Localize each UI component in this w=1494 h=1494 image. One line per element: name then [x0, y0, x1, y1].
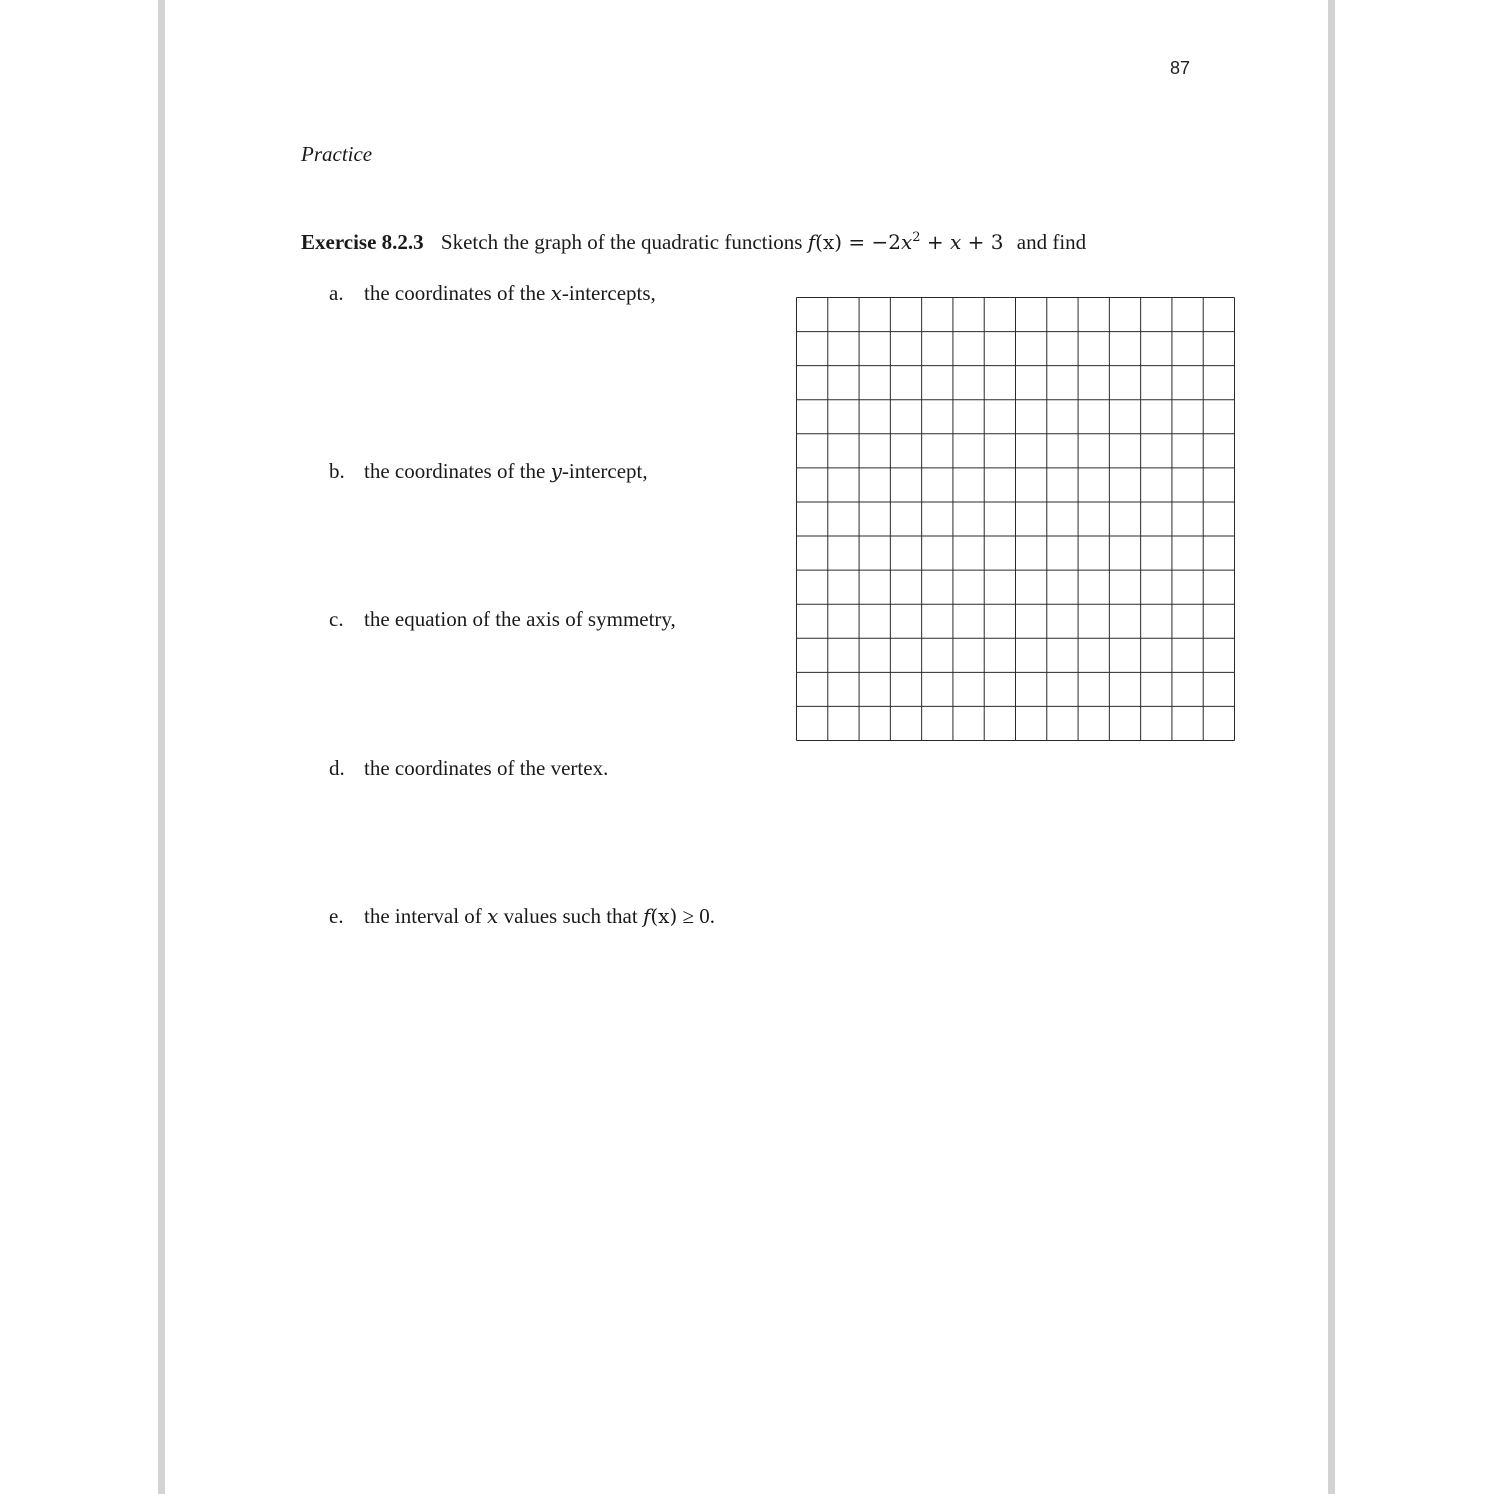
item-variable: x: [487, 904, 499, 928]
item-text: the coordinates of the vertex.: [364, 756, 609, 780]
equation-constant: + 3: [961, 230, 1004, 254]
item-variable: y: [550, 459, 562, 483]
function-name: f: [807, 230, 816, 254]
equation-plus: +: [920, 230, 951, 254]
exercise-label: Exercise 8.2.3: [301, 230, 424, 254]
item-marker: a.: [329, 281, 344, 305]
item-function-argument: (x): [650, 904, 678, 928]
function-argument: (x): [815, 230, 843, 254]
item-marker: e.: [329, 904, 344, 928]
item-marker: d.: [329, 756, 345, 780]
item-text-middle: values such that: [498, 904, 643, 928]
item-text: the coordinates of the: [364, 281, 551, 305]
item-text: the coordinates of the: [364, 459, 551, 483]
question-item-e: [329, 904, 715, 929]
exercise-statement: [301, 230, 1086, 255]
equation-lead: = −2: [842, 230, 901, 254]
item-text-tail: -intercept,: [561, 459, 648, 483]
equation-variable: x: [901, 230, 913, 254]
exercise-prompt-tail: and find: [1016, 230, 1087, 254]
question-item-b: [329, 459, 648, 484]
item-condition: ≥ 0.: [677, 904, 716, 928]
section-heading: Practice: [301, 142, 373, 166]
item-marker: c.: [329, 607, 344, 631]
page-right-edge: [1328, 0, 1335, 1494]
item-text: the equation of the axis of symmetry,: [364, 607, 676, 631]
graph-grid: [796, 297, 1236, 742]
page-number: 87: [1170, 58, 1191, 78]
function-equation: [808, 230, 1004, 254]
item-function-name: f: [642, 904, 651, 928]
question-item-c: [329, 607, 676, 632]
item-variable: x: [550, 281, 562, 305]
question-item-a: [329, 281, 656, 306]
question-item-d: [329, 756, 608, 781]
equation-variable-linear: x: [950, 230, 962, 254]
item-text-tail: -intercepts,: [561, 281, 656, 305]
item-text: the interval of: [364, 904, 488, 928]
equation-exponent: 2: [912, 230, 921, 245]
item-marker: b.: [329, 459, 345, 483]
exercise-prompt: Sketch the graph of the quadratic functions: [440, 230, 803, 254]
page-left-edge: [158, 0, 165, 1494]
